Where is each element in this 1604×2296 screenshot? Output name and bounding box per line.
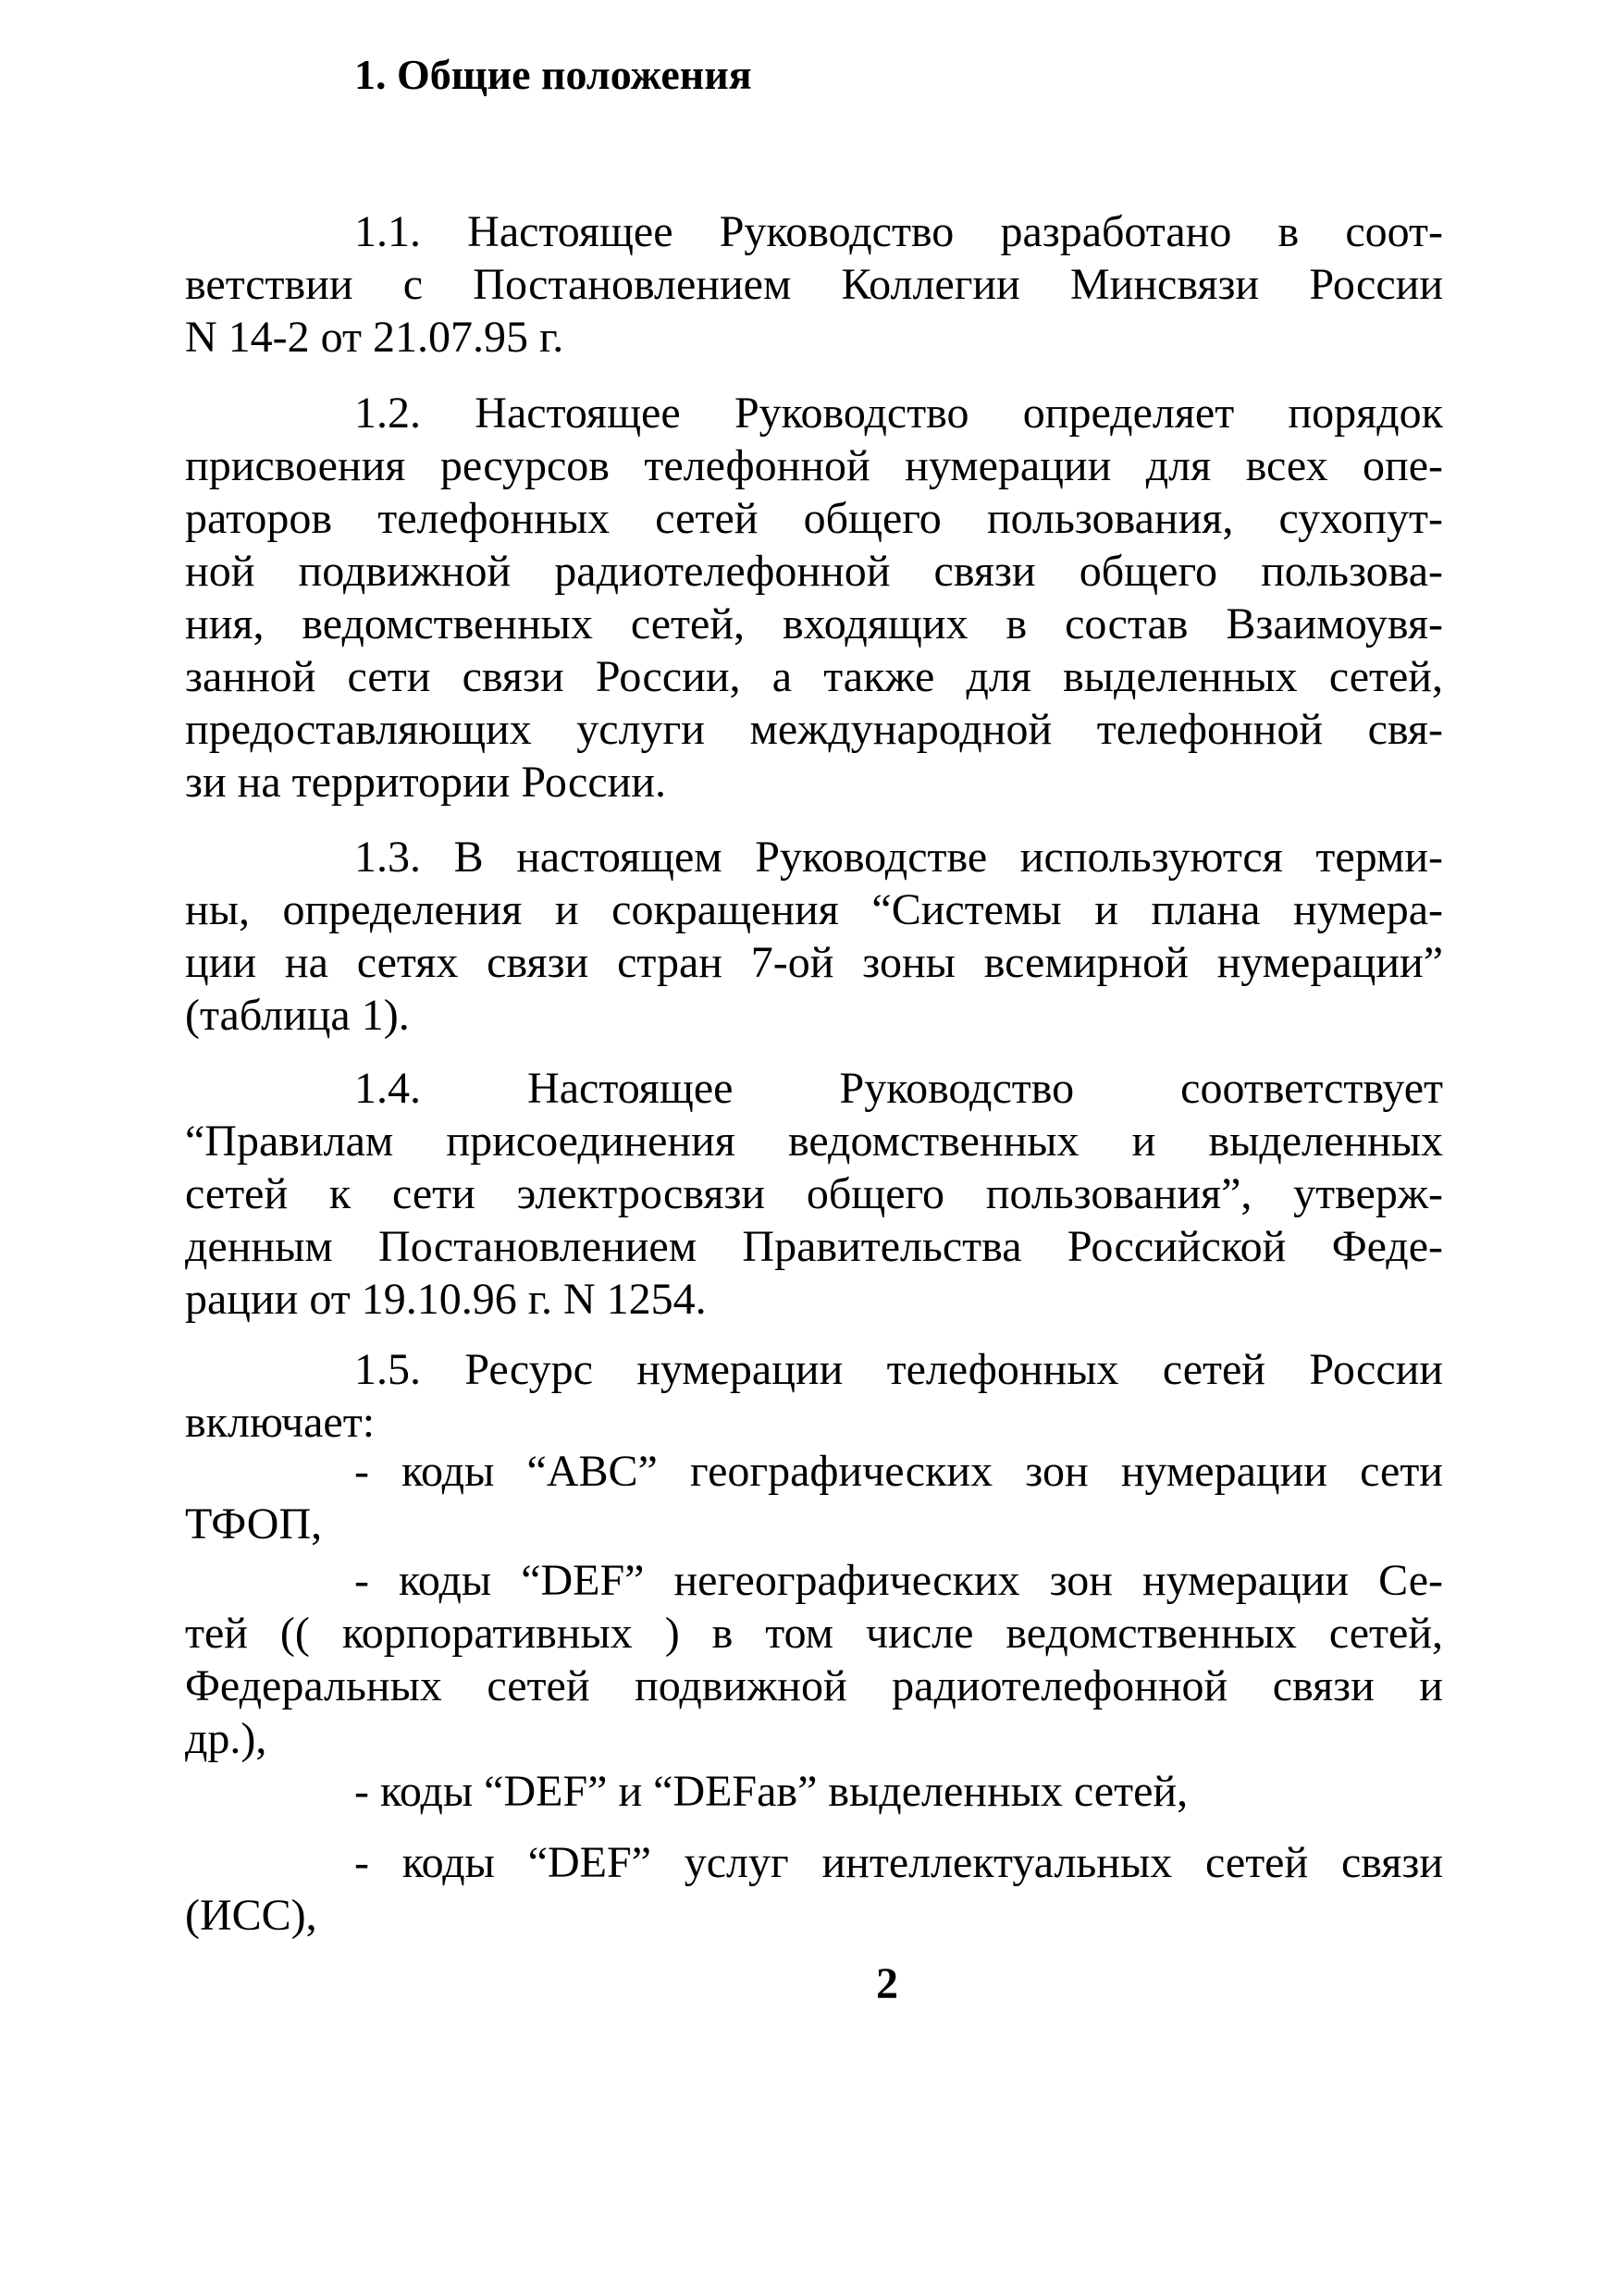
paragraph xyxy=(185,1343,1443,1449)
paragraph xyxy=(185,1062,1443,1326)
paragraph-line: ции на сетях связи стран 7-ой зоны всемирной нумерации” xyxy=(185,938,1443,987)
paragraph xyxy=(185,831,1443,1042)
paragraph-line: (таблица 1). xyxy=(185,991,410,1040)
paragraph-line: 1.1. Настоящее Руководство разработано в соот- xyxy=(354,207,1443,256)
paragraph-line: 1.3. В настоящем Руководстве используются терми- xyxy=(354,833,1443,882)
paragraph-line: ны, определения и сокращения “Системы и плана нумера- xyxy=(185,885,1443,934)
paragraph-line: предоставляющих услуги международной телефонной свя- xyxy=(185,705,1443,754)
paragraph-line: зи на территории России. xyxy=(185,758,667,807)
paragraph-line: рации от 19.10.96 г. N 1254. xyxy=(185,1275,707,1324)
paragraph-line: - коды “DEF” услуг интеллектуальных сетей связи xyxy=(354,1838,1443,1887)
paragraph xyxy=(185,387,1443,809)
paragraph-line: ТФОП, xyxy=(185,1500,323,1549)
paragraph-line: - коды “ABC” географических зон нумерации сети xyxy=(354,1447,1443,1496)
paragraph-line: ветствии с Постановлением Коллегии Минсвязи России xyxy=(185,260,1443,309)
paragraph-line: ния, ведомственных сетей, входящих в состав Взаимоувя- xyxy=(185,599,1443,648)
section-heading: 1. Общие положения xyxy=(354,51,752,98)
paragraph-line: присвоения ресурсов телефонной нумерации для всех опе- xyxy=(185,441,1443,490)
paragraph-line: включает: xyxy=(185,1398,376,1447)
paragraph-line: денным Постановлением Правительства Российской Феде- xyxy=(185,1222,1443,1271)
paragraph xyxy=(185,1445,1443,1550)
paragraph-line: (ИСС), xyxy=(185,1891,317,1940)
paragraph xyxy=(185,205,1443,364)
page-number: 2 xyxy=(876,1959,898,2008)
paragraph-line: занной сети связи России, а также для выделенных сетей, xyxy=(185,652,1443,701)
paragraph-line: - коды “DEF” и “DEFав” выделенных сетей, xyxy=(354,1767,1189,1816)
paragraph-line: “Правилам присоединения ведомственных и выделенных xyxy=(185,1117,1443,1166)
paragraph xyxy=(185,1554,1443,1765)
paragraph-line: N 14-2 от 21.07.95 г. xyxy=(185,313,564,362)
paragraph-line: ной подвижной радиотелефонной связи общего пользова- xyxy=(185,547,1443,596)
paragraph-line: Федеральных сетей подвижной радиотелефонной связи и xyxy=(185,1661,1443,1710)
paragraph-line: тей (( корпоративных ) в том числе ведомственных сетей, xyxy=(185,1609,1443,1658)
paragraph-line: 1.5. Ресурс нумерации телефонных сетей России xyxy=(354,1345,1443,1394)
paragraph-line: др.), xyxy=(185,1714,267,1763)
paragraph xyxy=(185,1836,1443,1942)
paragraph-line: 1.2. Настоящее Руководство определяет порядок xyxy=(354,389,1443,438)
paragraph-line: раторов телефонных сетей общего пользования, сухопут- xyxy=(185,494,1443,543)
paragraph-line: сетей к сети электросвязи общего пользования”, утверж- xyxy=(185,1169,1443,1218)
paragraph xyxy=(185,1765,1443,1818)
paragraph-line: - коды “DEF” негеографических зон нумерации Се- xyxy=(354,1556,1443,1605)
paragraph-line: 1.4. Настоящее Руководство соответствует xyxy=(354,1064,1443,1113)
